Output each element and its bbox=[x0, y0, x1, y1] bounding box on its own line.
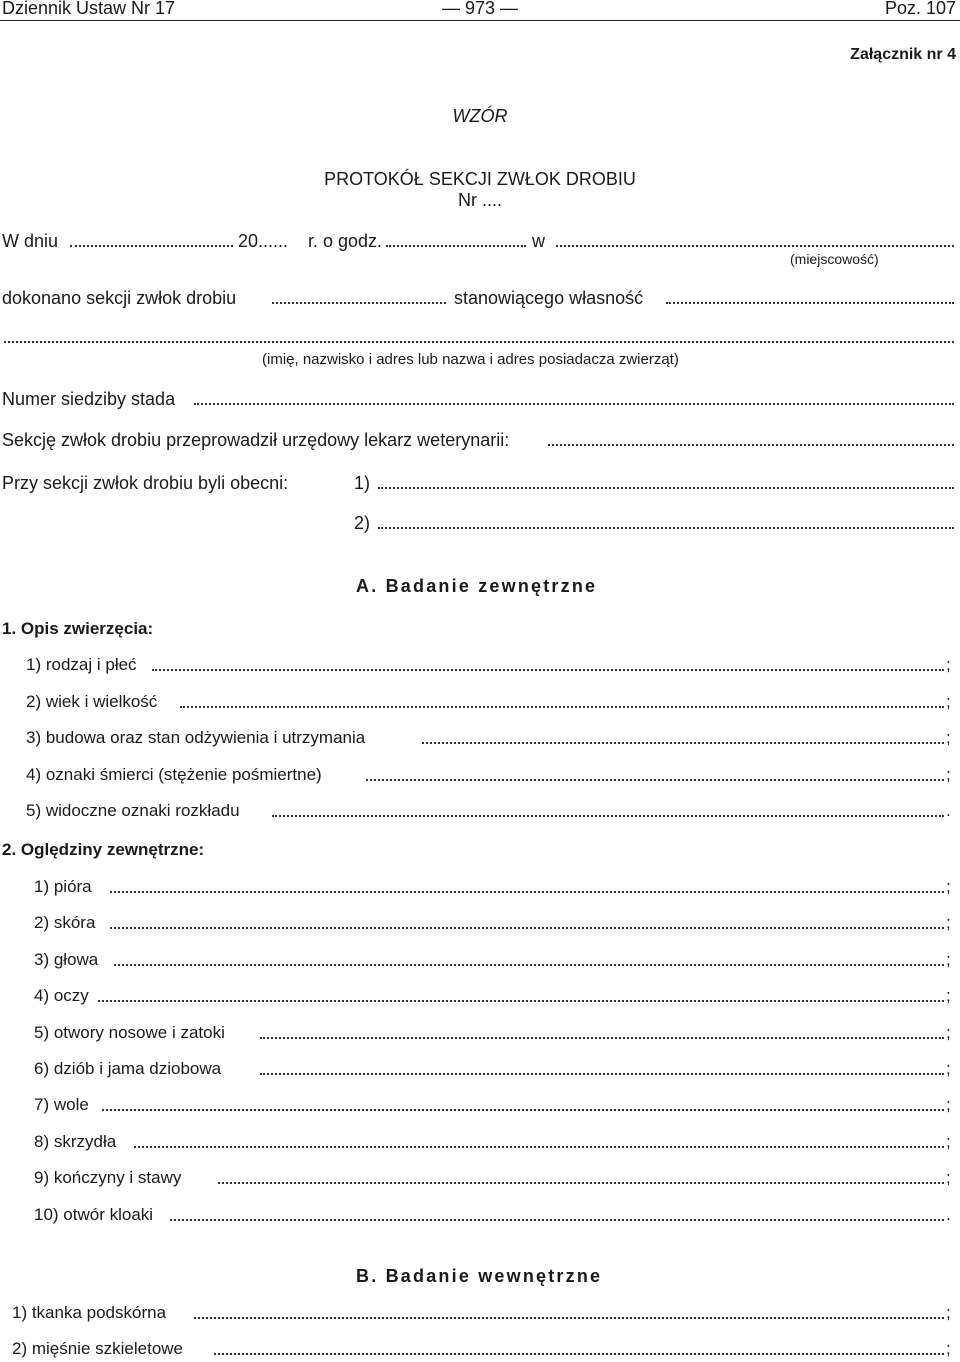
journal-title: Dziennik Ustaw Nr 17 bbox=[2, 0, 176, 18]
vet-field[interactable] bbox=[548, 444, 954, 446]
form-row-field[interactable] bbox=[194, 1317, 944, 1319]
form-row-field[interactable] bbox=[114, 964, 944, 966]
present-label: Przy sekcji zwłok drobiu byli obecni: bbox=[2, 473, 289, 493]
form-row-end: ; bbox=[946, 877, 951, 896]
form-row-field[interactable] bbox=[218, 1182, 944, 1184]
document-title: PROTOKÓŁ SEKCJI ZWŁOK DROBIU bbox=[324, 169, 636, 189]
form-row-end: ; bbox=[946, 1095, 951, 1115]
form-row-end: ; bbox=[946, 764, 951, 784]
form-row-label: 6) dziób i jama dziobowa bbox=[34, 1059, 222, 1078]
form-row-end: ; bbox=[946, 1059, 951, 1078]
page-number: — 973 — bbox=[441, 0, 519, 18]
form-row-label: 2) wiek i wielkość bbox=[26, 691, 158, 711]
form-row-label: 7) wole bbox=[34, 1095, 89, 1115]
poultry-field[interactable] bbox=[272, 302, 446, 304]
form-row-field[interactable] bbox=[272, 815, 944, 817]
protocol-number: Nr .... bbox=[458, 190, 502, 210]
form-row-end: ; bbox=[946, 1339, 951, 1358]
annex-label: Załącznik nr 4 bbox=[850, 46, 956, 63]
present-field-1[interactable] bbox=[378, 487, 954, 489]
form-row-end: ; bbox=[946, 728, 951, 747]
herd-field[interactable] bbox=[194, 403, 954, 405]
owner-caption: (imię, nazwisko i adres lub nazwa i adres posiadacza zwierząt) bbox=[262, 351, 679, 368]
form-row-field[interactable] bbox=[180, 706, 944, 708]
form-row-field[interactable] bbox=[102, 1109, 944, 1111]
form-row-label: 5) widoczne oznaki rozkładu bbox=[26, 801, 240, 820]
form-row-field[interactable] bbox=[110, 891, 944, 893]
form-row-end: . bbox=[946, 801, 951, 820]
header-rule bbox=[0, 20, 960, 21]
form-row-field[interactable] bbox=[152, 669, 944, 671]
form-row-label: 3) głowa bbox=[34, 949, 99, 969]
form-row-label: 2) skóra bbox=[34, 913, 96, 933]
form-row-label: 10) otwór kloaki bbox=[34, 1204, 154, 1224]
form-row-end: ; bbox=[946, 986, 951, 1006]
form-row-end: . bbox=[946, 1204, 951, 1224]
place-caption: (miejscowość) bbox=[790, 251, 879, 267]
form-row-field[interactable] bbox=[170, 1219, 944, 1221]
form-row-label: 1) tkanka podskórna bbox=[12, 1303, 167, 1322]
form-row-label: 2) mięśnie szkieletowe bbox=[12, 1339, 184, 1358]
date-year-label: 20...... bbox=[238, 231, 289, 251]
form-row-field[interactable] bbox=[98, 1000, 944, 1002]
form-row-end: ; bbox=[946, 1022, 951, 1042]
form-row-end: ; bbox=[946, 1168, 951, 1188]
form-row-field[interactable] bbox=[260, 1037, 944, 1039]
form-row-end: ; bbox=[946, 691, 951, 711]
form-row-label: 4) oznaki śmierci (stężenie pośmiertne) bbox=[26, 764, 322, 784]
date-day-field[interactable] bbox=[70, 245, 233, 247]
vet-label: Sekcję zwłok drobiu przeprowadził urzędowy lekarz weterynarii: bbox=[2, 430, 510, 450]
form-row-end: ; bbox=[946, 1131, 951, 1151]
present-item-1: 1) bbox=[354, 473, 371, 493]
form-row-end: ; bbox=[946, 655, 951, 674]
form-row-field[interactable] bbox=[422, 742, 944, 744]
position-number: Poz. 107 bbox=[884, 0, 956, 18]
group-1-title: 1. Opis zwierzęcia: bbox=[2, 619, 154, 638]
date-day-label: W dniu bbox=[2, 231, 59, 251]
form-row-label: 5) otwory nosowe i zatoki bbox=[34, 1022, 225, 1042]
owner-field-1[interactable] bbox=[666, 302, 954, 304]
form-row-field[interactable] bbox=[366, 779, 944, 781]
time-label: r. o godz. bbox=[308, 231, 383, 251]
form-row-end: ; bbox=[946, 1303, 951, 1322]
form-row-label: 3) budowa oraz stan odżywienia i utrzymania bbox=[26, 728, 366, 747]
form-row-end: ; bbox=[946, 913, 951, 933]
form-row-label: 1) pióra bbox=[34, 877, 92, 896]
performed-label: dokonano sekcji zwłok drobiu bbox=[2, 288, 237, 308]
owner-label: stanowiącego własność bbox=[454, 288, 644, 308]
form-row-label: 8) skrzydła bbox=[34, 1131, 117, 1151]
form-row-label: 4) oczy bbox=[34, 986, 89, 1006]
time-field[interactable] bbox=[386, 245, 526, 247]
form-row-label: 1) rodzaj i płeć bbox=[26, 655, 137, 674]
section-a-title: A. Badanie zewnętrzne bbox=[356, 576, 598, 596]
template-label: WZÓR bbox=[452, 106, 508, 126]
section-b-title: B. Badanie wewnętrzne bbox=[356, 1266, 603, 1286]
owner-field-2[interactable] bbox=[4, 341, 954, 343]
place-label: w bbox=[532, 231, 545, 251]
form-row-field[interactable] bbox=[134, 1146, 944, 1148]
form-row-label: 9) kończyny i stawy bbox=[34, 1168, 182, 1188]
place-field[interactable] bbox=[556, 245, 954, 247]
herd-label: Numer siedziby stada bbox=[2, 389, 176, 409]
group-2-title: 2. Oględziny zewnętrzne: bbox=[2, 840, 205, 859]
present-field-2[interactable] bbox=[378, 527, 954, 529]
form-row-field[interactable] bbox=[110, 927, 944, 929]
form-row-field[interactable] bbox=[214, 1353, 944, 1355]
form-row-end: ; bbox=[946, 949, 951, 969]
form-row-field[interactable] bbox=[260, 1073, 944, 1075]
present-item-2: 2) bbox=[354, 513, 371, 533]
